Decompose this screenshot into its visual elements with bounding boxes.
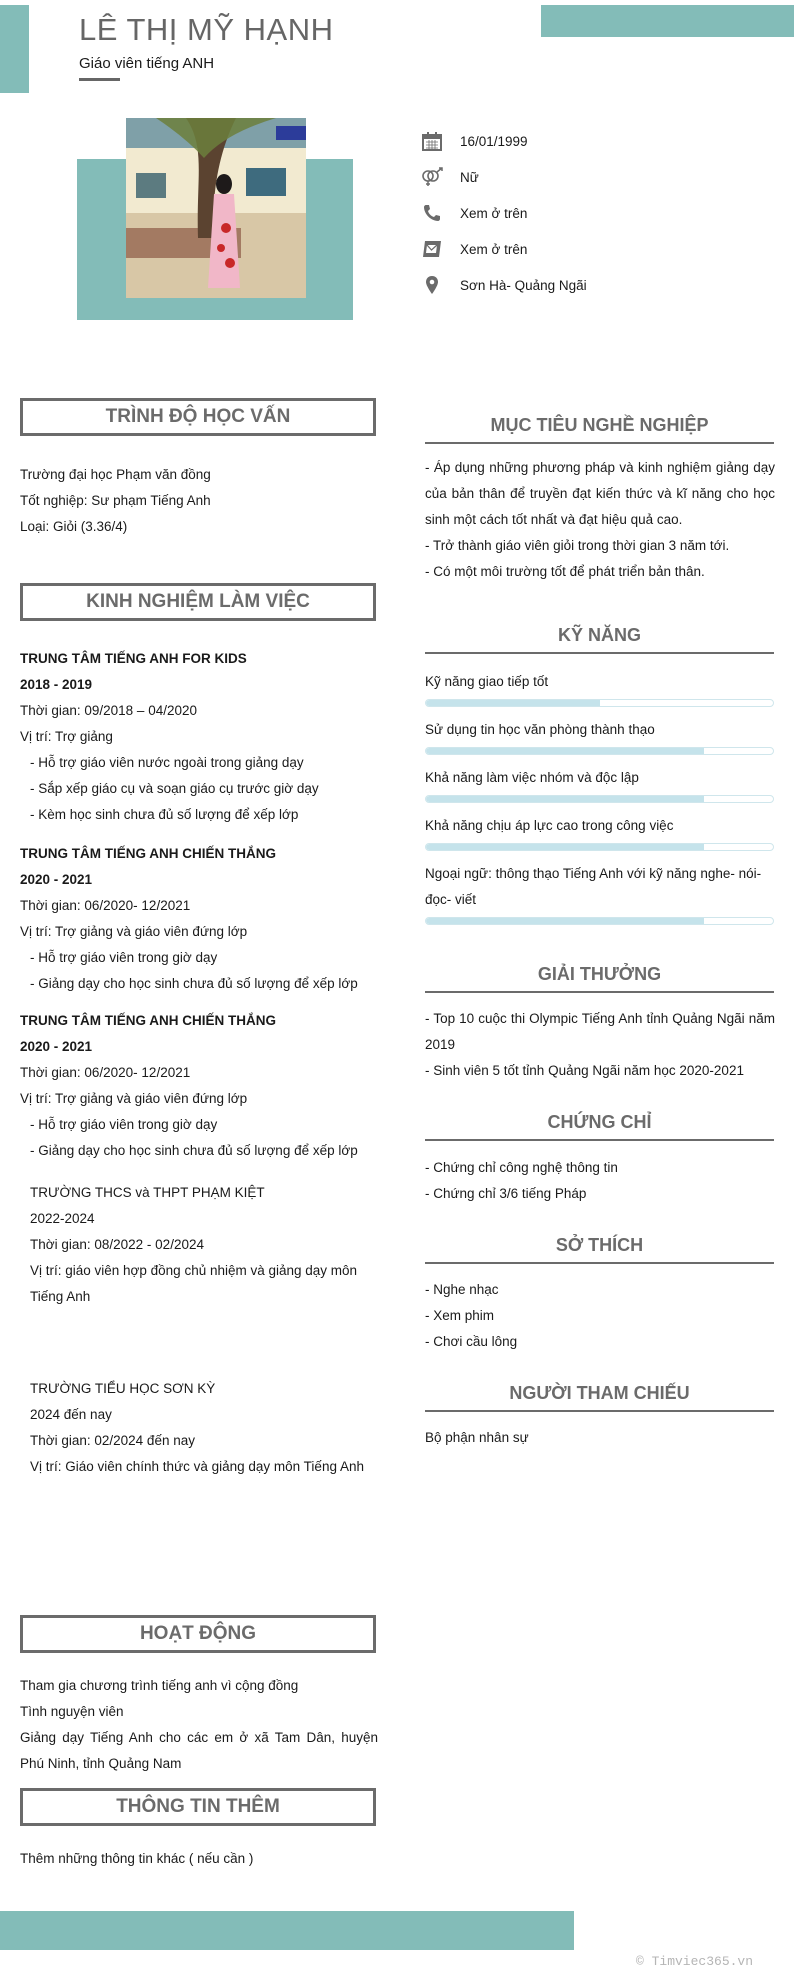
education-line: Tốt nghiệp: Sư phạm Tiếng Anh [20, 493, 211, 508]
career-goal-line: - Trở thành giáo viên giỏi trong thời gian 3 năm tới. [425, 538, 730, 553]
activities-section [20, 1673, 378, 1777]
career-goal-heading: MỤC TIÊU NGHỀ NGHIỆP [425, 412, 774, 444]
skill-bar [425, 699, 774, 707]
birthdate-value: 16/01/1999 [460, 133, 528, 149]
skill-bar-fill [426, 796, 704, 802]
candidate-name: LÊ THỊ MỸ HẠNH [79, 12, 334, 47]
certificates-heading: CHỨNG CHỈ [425, 1109, 774, 1141]
experience-job [20, 646, 378, 828]
job-company: TRƯỜNG THCS và THPT PHẠM KIỆT [30, 1185, 265, 1200]
activity-line: Giảng dạy Tiếng Anh cho các em ở xã Tam Dân, huyện Phú Ninh, tỉnh Quảng Nam [20, 1730, 378, 1771]
activity-line: Tình nguyện viên [20, 1704, 124, 1719]
job-title: Giáo viên tiếng ANH [79, 55, 215, 72]
experience-job [30, 1180, 380, 1310]
education-heading: TRÌNH ĐỘ HỌC VẤN [20, 398, 376, 436]
skill-label: Khả năng chịu áp lực cao trong công việc [425, 818, 674, 833]
skill-bar [425, 843, 774, 851]
job-time: Thời gian: 09/2018 – 04/2020 [20, 703, 197, 718]
skill-bar-fill [426, 748, 704, 754]
contact-address [420, 273, 780, 297]
watermark: © Timviec365.vn [636, 1954, 754, 1969]
activity-line: Tham gia chương trình tiếng anh vì cộng đồng [20, 1678, 299, 1693]
address-value: Sơn Hà- Quảng Ngãi [460, 277, 587, 293]
job-company: TRUNG TÂM TIẾNG ANH CHIẾN THẮNG [20, 1013, 276, 1028]
education-line: Loại: Giỏi (3.36/4) [20, 519, 128, 534]
profile-photo [126, 118, 306, 298]
skill-bar [425, 747, 774, 755]
contact-email [420, 237, 780, 261]
education-section [20, 462, 378, 540]
job-time: Thời gian: 06/2020- 12/2021 [20, 1065, 191, 1080]
job-task: - Kèm học sinh chưa đủ số lượng để xếp lớp [30, 807, 299, 822]
extra-info-text: Thêm những thông tin khác ( nếu cần ) [20, 1851, 254, 1866]
certificate-line: - Chứng chỉ 3/6 tiếng Pháp [425, 1186, 587, 1201]
skill-label: Kỹ năng giao tiếp tốt [425, 674, 549, 689]
job-years: 2020 - 2021 [20, 872, 93, 887]
experience-job [20, 841, 378, 997]
job-task: - Hỗ trợ giáo viên trong giờ dạy [30, 1117, 218, 1132]
activities-heading: HOẠT ĐỘNG [20, 1615, 376, 1653]
job-time: Thời gian: 02/2024 đến nay [30, 1433, 195, 1448]
bottom-accent-block [0, 1911, 574, 1950]
left-accent-block [0, 5, 29, 93]
career-goal-section [425, 455, 775, 585]
skill-bar-fill [426, 844, 704, 850]
job-time: Thời gian: 06/2020- 12/2021 [20, 898, 191, 913]
job-position: Vị trí: Trợ giảng [20, 729, 113, 744]
award-line: - Top 10 cuộc thi Olympic Tiếng Anh tỉnh Quảng Ngãi năm 2019 [425, 1011, 775, 1052]
certificate-line: - Chứng chỉ công nghệ thông tin [425, 1160, 618, 1175]
title-underline [79, 78, 120, 81]
job-position: Vị trí: Giáo viên chính thức và giảng dạy môn Tiếng Anh [30, 1459, 364, 1474]
skill-bar-fill [426, 918, 704, 924]
gender-value: Nữ [460, 169, 479, 185]
awards-heading: GIẢI THƯỞNG [425, 961, 774, 993]
contact-phone [420, 201, 780, 225]
references-heading: NGƯỜI THAM CHIẾU [425, 1380, 774, 1412]
job-time: Thời gian: 08/2022 - 02/2024 [30, 1237, 204, 1252]
awards-section [425, 1006, 775, 1084]
experience-heading: KINH NGHIỆM LÀM VIỆC [20, 583, 376, 621]
skill-label: Ngoại ngữ: thông thạo Tiếng Anh với kỹ năng nghe- nói- đọc- viết [425, 866, 762, 907]
hobbies-heading: SỞ THÍCH [425, 1232, 774, 1264]
top-right-accent-block [541, 5, 794, 37]
job-task: - Giảng dạy cho học sinh chưa đủ số lượng để xếp lớp [30, 1143, 358, 1158]
job-company: TRUNG TÂM TIẾNG ANH FOR KIDS [20, 651, 247, 666]
career-goal-line: - Có một môi trường tốt để phát triển bản thân. [425, 564, 705, 579]
certificates-section [425, 1155, 775, 1207]
references-text: Bộ phận nhân sự [425, 1430, 529, 1445]
job-company: TRƯỜNG TIỂU HỌC SƠN KỲ [30, 1381, 216, 1396]
career-goal-line: - Áp dụng những phương pháp và kinh nghiệm giảng dạy của bản thân để truyền đạt kiến thức và kĩ năng cho học sinh một cách tốt nhất và đạt hiệu quả cao. [425, 460, 775, 527]
award-line: - Sinh viên 5 tốt tỉnh Quảng Ngãi năm học 2020-2021 [425, 1063, 744, 1078]
hobby-line: - Nghe nhạc [425, 1282, 499, 1297]
contact-gender [420, 165, 780, 189]
skill-label: Khả năng làm việc nhóm và độc lập [425, 770, 639, 785]
experience-job [20, 1008, 378, 1164]
location-pin-icon [420, 274, 444, 296]
job-position: Vị trí: Trợ giảng và giáo viên đứng lớp [20, 924, 248, 939]
job-position: Vị trí: Trợ giảng và giáo viên đứng lớp [20, 1091, 248, 1106]
hobbies-section [425, 1277, 775, 1355]
phone-icon [420, 202, 444, 224]
skill-bar [425, 917, 774, 925]
job-company: TRUNG TÂM TIẾNG ANH CHIẾN THẮNG [20, 846, 276, 861]
skill-bar [425, 795, 774, 803]
job-years: 2018 - 2019 [20, 677, 93, 692]
contact-birthdate [420, 129, 780, 153]
skill-bar-fill [426, 700, 600, 706]
skills-heading: KỸ NĂNG [425, 622, 774, 654]
job-years: 2024 đến nay [30, 1407, 112, 1422]
gender-icon [420, 166, 444, 188]
job-task: - Giảng dạy cho học sinh chưa đủ số lượng để xếp lớp [30, 976, 358, 991]
job-position: Vị trí: giáo viên hợp đồng chủ nhiệm và giảng dạy môn Tiếng Anh [30, 1263, 358, 1304]
job-years: 2020 - 2021 [20, 1039, 93, 1054]
experience-job [30, 1376, 380, 1480]
hobby-line: - Xem phim [425, 1308, 495, 1323]
education-line: Trường đại học Phạm văn đồng [20, 467, 211, 482]
job-task: - Hỗ trợ giáo viên trong giờ dạy [30, 950, 218, 965]
calendar-icon [420, 130, 444, 152]
hobby-line: - Chơi cầu lông [425, 1334, 518, 1349]
extra-info-heading: THÔNG TIN THÊM [20, 1788, 376, 1826]
job-task: - Sắp xếp giáo cụ và soạn giáo cụ trước giờ dạy [30, 781, 319, 796]
email-value: Xem ở trên [460, 241, 528, 257]
job-task: - Hỗ trợ giáo viên nước ngoài trong giảng dạy [30, 755, 304, 770]
phone-value: Xem ở trên [460, 205, 528, 221]
skill-label: Sử dụng tin học văn phòng thành thạo [425, 722, 655, 737]
job-years: 2022-2024 [30, 1211, 95, 1226]
email-icon [420, 238, 444, 260]
